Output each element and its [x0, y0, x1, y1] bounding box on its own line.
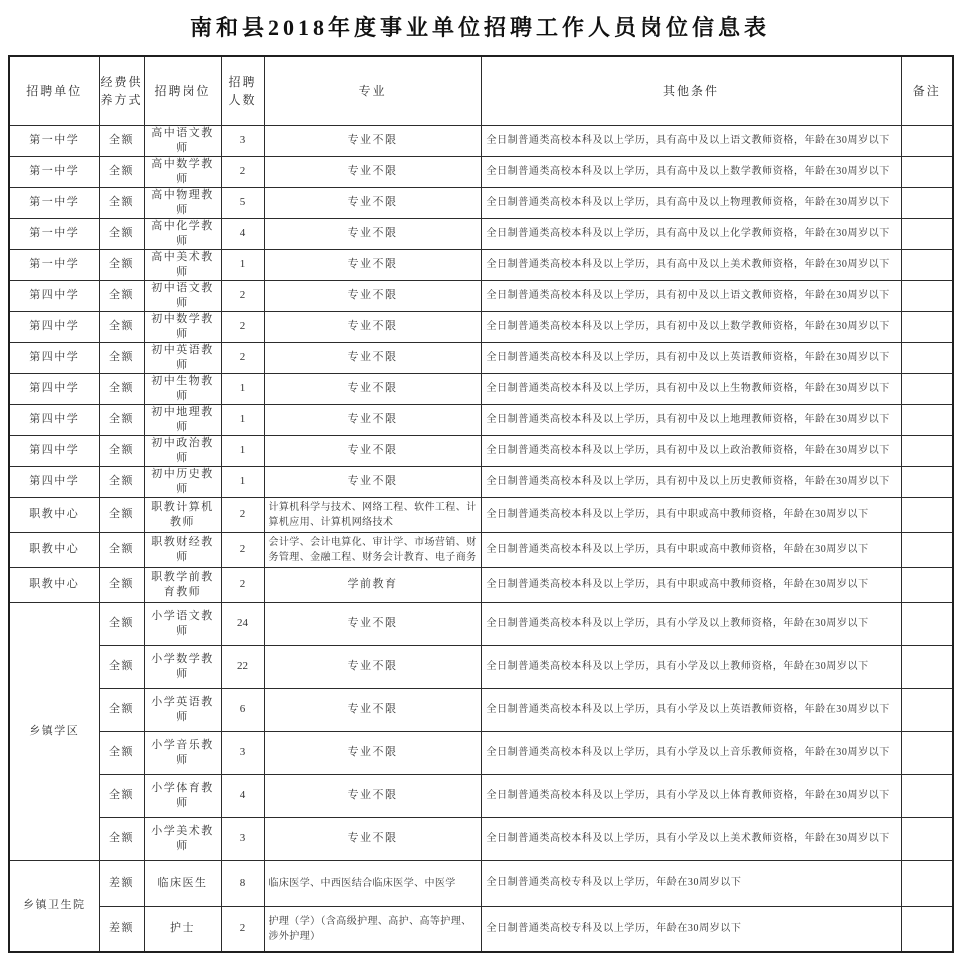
funding-cell: 全额: [99, 125, 144, 156]
position-cell: 高中语文教师: [144, 125, 221, 156]
count-cell: 1: [221, 404, 264, 435]
column-header-position: 招聘岗位: [144, 56, 221, 125]
table-row: [9, 602, 953, 645]
note-cell: [901, 688, 953, 731]
note-cell: [901, 906, 953, 952]
funding-cell: 全额: [99, 567, 144, 602]
funding-cell: 全额: [99, 373, 144, 404]
other-conditions-cell: 全日制普通类高校本科及以上学历，具有小学及以上教师资格，年龄在30周岁以下: [481, 645, 901, 688]
position-cell: 初中政治教师: [144, 435, 221, 466]
note-cell: [901, 404, 953, 435]
funding-cell: 全额: [99, 156, 144, 187]
note-cell: [901, 532, 953, 567]
position-cell: 小学语文教师: [144, 602, 221, 645]
count-cell: 22: [221, 645, 264, 688]
note-cell: [901, 860, 953, 906]
other-conditions-cell: 全日制普通类高校本科及以上学历，具有小学及以上美术教师资格，年龄在30周岁以下: [481, 817, 901, 860]
major-cell: 专业不限: [264, 404, 481, 435]
funding-cell: 全额: [99, 435, 144, 466]
other-conditions-cell: 全日制普通类高校本科及以上学历，具有高中及以上物理教师资格，年龄在30周岁以下: [481, 187, 901, 218]
table-row: [9, 435, 953, 466]
funding-cell: 全额: [99, 774, 144, 817]
unit-cell: 乡镇学区: [9, 602, 99, 860]
major-cell: 专业不限: [264, 218, 481, 249]
funding-cell: 全额: [99, 218, 144, 249]
unit-cell: 第一中学: [9, 249, 99, 280]
funding-cell: 全额: [99, 731, 144, 774]
column-header-unit: 招聘单位: [9, 56, 99, 125]
table-row: [9, 280, 953, 311]
unit-cell: 第四中学: [9, 342, 99, 373]
funding-cell: 全额: [99, 311, 144, 342]
other-conditions-cell: 全日制普通类高校本科及以上学历，具有小学及以上体育教师资格，年龄在30周岁以下: [481, 774, 901, 817]
note-cell: [901, 187, 953, 218]
unit-cell: 职教中心: [9, 567, 99, 602]
table-row: [9, 404, 953, 435]
major-cell: 专业不限: [264, 435, 481, 466]
count-cell: 8: [221, 860, 264, 906]
major-cell: 会计学、会计电算化、审计学、市场营销、财务管理、金融工程、财务会计教育、电子商务: [264, 532, 481, 567]
major-cell: 专业不限: [264, 817, 481, 860]
major-cell: 专业不限: [264, 731, 481, 774]
funding-cell: 全额: [99, 817, 144, 860]
major-cell: 专业不限: [264, 125, 481, 156]
count-cell: 4: [221, 218, 264, 249]
count-cell: 2: [221, 342, 264, 373]
column-header-funding: 经费供养方式: [99, 56, 144, 125]
page-title: 南和县2018年度事业单位招聘工作人员岗位信息表: [189, 15, 770, 40]
funding-cell: 全额: [99, 187, 144, 218]
position-cell: 初中历史教师: [144, 466, 221, 497]
table-row: [9, 249, 953, 280]
unit-cell: 第四中学: [9, 435, 99, 466]
funding-cell: 差额: [99, 860, 144, 906]
table-row: [9, 860, 953, 906]
count-cell: 1: [221, 373, 264, 404]
major-cell: 专业不限: [264, 280, 481, 311]
funding-cell: 全额: [99, 466, 144, 497]
other-conditions-cell: 全日制普通类高校本科及以上学历，具有小学及以上教师资格，年龄在30周岁以下: [481, 602, 901, 645]
funding-cell: 全额: [99, 602, 144, 645]
count-cell: 2: [221, 280, 264, 311]
major-cell: 专业不限: [264, 156, 481, 187]
position-cell: 初中地理教师: [144, 404, 221, 435]
count-cell: 2: [221, 156, 264, 187]
table-row: [9, 311, 953, 342]
note-cell: [901, 567, 953, 602]
major-cell: 学前教育: [264, 567, 481, 602]
major-cell: 专业不限: [264, 311, 481, 342]
count-cell: 3: [221, 125, 264, 156]
count-cell: 24: [221, 602, 264, 645]
position-cell: 职教财经教师: [144, 532, 221, 567]
table-body: [9, 125, 953, 952]
unit-cell: 乡镇卫生院: [9, 860, 99, 952]
major-cell: 专业不限: [264, 249, 481, 280]
major-cell: 专业不限: [264, 688, 481, 731]
other-conditions-cell: 全日制普通类高校本科及以上学历，具有小学及以上音乐教师资格，年龄在30周岁以下: [481, 731, 901, 774]
note-cell: [901, 373, 953, 404]
other-conditions-cell: 全日制普通类高校本科及以上学历，具有高中及以上化学教师资格，年龄在30周岁以下: [481, 218, 901, 249]
table-row: [9, 466, 953, 497]
position-cell: 小学体育教师: [144, 774, 221, 817]
position-cell: 小学美术教师: [144, 817, 221, 860]
position-cell: 初中英语教师: [144, 342, 221, 373]
count-cell: 2: [221, 567, 264, 602]
table-row: [9, 497, 953, 532]
count-cell: 2: [221, 906, 264, 952]
recruitment-table: [8, 55, 954, 953]
funding-cell: 全额: [99, 404, 144, 435]
other-conditions-cell: 全日制普通类高校本科及以上学历，具有初中及以上生物教师资格，年龄在30周岁以下: [481, 373, 901, 404]
count-cell: 1: [221, 466, 264, 497]
column-header-major: 专业: [264, 56, 481, 125]
major-cell: 专业不限: [264, 342, 481, 373]
unit-cell: 第四中学: [9, 466, 99, 497]
major-cell: 专业不限: [264, 774, 481, 817]
count-cell: 3: [221, 731, 264, 774]
table-row: [9, 125, 953, 156]
position-cell: 护士: [144, 906, 221, 952]
other-conditions-cell: 全日制普通类高校本科及以上学历，具有初中及以上语文教师资格，年龄在30周岁以下: [481, 280, 901, 311]
unit-cell: 第四中学: [9, 280, 99, 311]
unit-cell: 第一中学: [9, 218, 99, 249]
funding-cell: 差额: [99, 906, 144, 952]
count-cell: 2: [221, 311, 264, 342]
major-cell: 专业不限: [264, 187, 481, 218]
table-row: [9, 187, 953, 218]
table-header: [9, 56, 953, 125]
position-cell: 临床医生: [144, 860, 221, 906]
other-conditions-cell: 全日制普通类高校本科及以上学历，具有高中及以上语文教师资格，年龄在30周岁以下: [481, 125, 901, 156]
note-cell: [901, 311, 953, 342]
funding-cell: 全额: [99, 688, 144, 731]
funding-cell: 全额: [99, 532, 144, 567]
table-row: [9, 906, 953, 952]
table-row: [9, 688, 953, 731]
position-cell: 高中数学教师: [144, 156, 221, 187]
unit-cell: 第四中学: [9, 311, 99, 342]
other-conditions-cell: 全日制普通类高校本科及以上学历，具有初中及以上英语教师资格，年龄在30周岁以下: [481, 342, 901, 373]
position-cell: 小学数学教师: [144, 645, 221, 688]
note-cell: [901, 280, 953, 311]
other-conditions-cell: 全日制普通类高校本科及以上学历，具有小学及以上英语教师资格，年龄在30周岁以下: [481, 688, 901, 731]
position-cell: 高中物理教师: [144, 187, 221, 218]
table-row: [9, 156, 953, 187]
position-cell: 职教学前教育教师: [144, 567, 221, 602]
position-cell: 初中语文教师: [144, 280, 221, 311]
count-cell: 5: [221, 187, 264, 218]
major-cell: 专业不限: [264, 602, 481, 645]
other-conditions-cell: 全日制普通类高校本科及以上学历，具有初中及以上历史教师资格，年龄在30周岁以下: [481, 466, 901, 497]
table-row: [9, 342, 953, 373]
major-cell: 专业不限: [264, 645, 481, 688]
table-row: [9, 817, 953, 860]
position-cell: 高中美术教师: [144, 249, 221, 280]
count-cell: 2: [221, 532, 264, 567]
note-cell: [901, 731, 953, 774]
note-cell: [901, 817, 953, 860]
table-row: [9, 373, 953, 404]
major-cell: 计算机科学与技术、网络工程、软件工程、计算机应用、计算机网络技术: [264, 497, 481, 532]
note-cell: [901, 435, 953, 466]
count-cell: 2: [221, 497, 264, 532]
note-cell: [901, 466, 953, 497]
table-row: [9, 645, 953, 688]
note-cell: [901, 645, 953, 688]
other-conditions-cell: 全日制普通类高校本科及以上学历，具有中职或高中教师资格，年龄在30周岁以下: [481, 497, 901, 532]
note-cell: [901, 342, 953, 373]
position-cell: 小学英语教师: [144, 688, 221, 731]
position-cell: 高中化学教师: [144, 218, 221, 249]
note-cell: [901, 497, 953, 532]
other-conditions-cell: 全日制普通类高校本科及以上学历，具有初中及以上政治教师资格，年龄在30周岁以下: [481, 435, 901, 466]
position-cell: 职教计算机教师: [144, 497, 221, 532]
unit-cell: 职教中心: [9, 497, 99, 532]
funding-cell: 全额: [99, 645, 144, 688]
header-row: [9, 56, 953, 125]
other-conditions-cell: 全日制普通类高校本科及以上学历，具有高中及以上数学教师资格，年龄在30周岁以下: [481, 156, 901, 187]
major-cell: 专业不限: [264, 373, 481, 404]
table-row: [9, 567, 953, 602]
major-cell: 专业不限: [264, 466, 481, 497]
unit-cell: 第一中学: [9, 156, 99, 187]
count-cell: 1: [221, 249, 264, 280]
table-row: [9, 532, 953, 567]
note-cell: [901, 774, 953, 817]
other-conditions-cell: 全日制普通类高校本科及以上学历，具有中职或高中教师资格，年龄在30周岁以下: [481, 567, 901, 602]
other-conditions-cell: 全日制普通类高校本科及以上学历，具有中职或高中教师资格，年龄在30周岁以下: [481, 532, 901, 567]
funding-cell: 全额: [99, 249, 144, 280]
note-cell: [901, 218, 953, 249]
other-conditions-cell: 全日制普通类高校专科及以上学历，年龄在30周岁以下: [481, 860, 901, 906]
column-header-count: 招聘人数: [221, 56, 264, 125]
table-row: [9, 774, 953, 817]
unit-cell: 第四中学: [9, 404, 99, 435]
note-cell: [901, 602, 953, 645]
major-cell: 临床医学、中西医结合临床医学、中医学: [264, 860, 481, 906]
unit-cell: 第一中学: [9, 187, 99, 218]
note-cell: [901, 125, 953, 156]
other-conditions-cell: 全日制普通类高校本科及以上学历，具有初中及以上地理教师资格，年龄在30周岁以下: [481, 404, 901, 435]
other-conditions-cell: 全日制普通类高校专科及以上学历，年龄在30周岁以下: [481, 906, 901, 952]
note-cell: [901, 249, 953, 280]
position-cell: 小学音乐教师: [144, 731, 221, 774]
count-cell: 4: [221, 774, 264, 817]
note-cell: [901, 156, 953, 187]
unit-cell: 第一中学: [9, 125, 99, 156]
funding-cell: 全额: [99, 497, 144, 532]
other-conditions-cell: 全日制普通类高校本科及以上学历，具有初中及以上数学教师资格，年龄在30周岁以下: [481, 311, 901, 342]
count-cell: 1: [221, 435, 264, 466]
count-cell: 6: [221, 688, 264, 731]
column-header-note: 备注: [901, 56, 953, 125]
count-cell: 3: [221, 817, 264, 860]
major-cell: 护理（学）（含高级护理、高护、高等护理、涉外护理）: [264, 906, 481, 952]
funding-cell: 全额: [99, 342, 144, 373]
other-conditions-cell: 全日制普通类高校本科及以上学历，具有高中及以上美术教师资格，年龄在30周岁以下: [481, 249, 901, 280]
position-cell: 初中生物教师: [144, 373, 221, 404]
position-cell: 初中数学教师: [144, 311, 221, 342]
table-row: [9, 218, 953, 249]
unit-cell: 职教中心: [9, 532, 99, 567]
unit-cell: 第四中学: [9, 373, 99, 404]
column-header-other: 其他条件: [481, 56, 901, 125]
funding-cell: 全额: [99, 280, 144, 311]
table-row: [9, 731, 953, 774]
